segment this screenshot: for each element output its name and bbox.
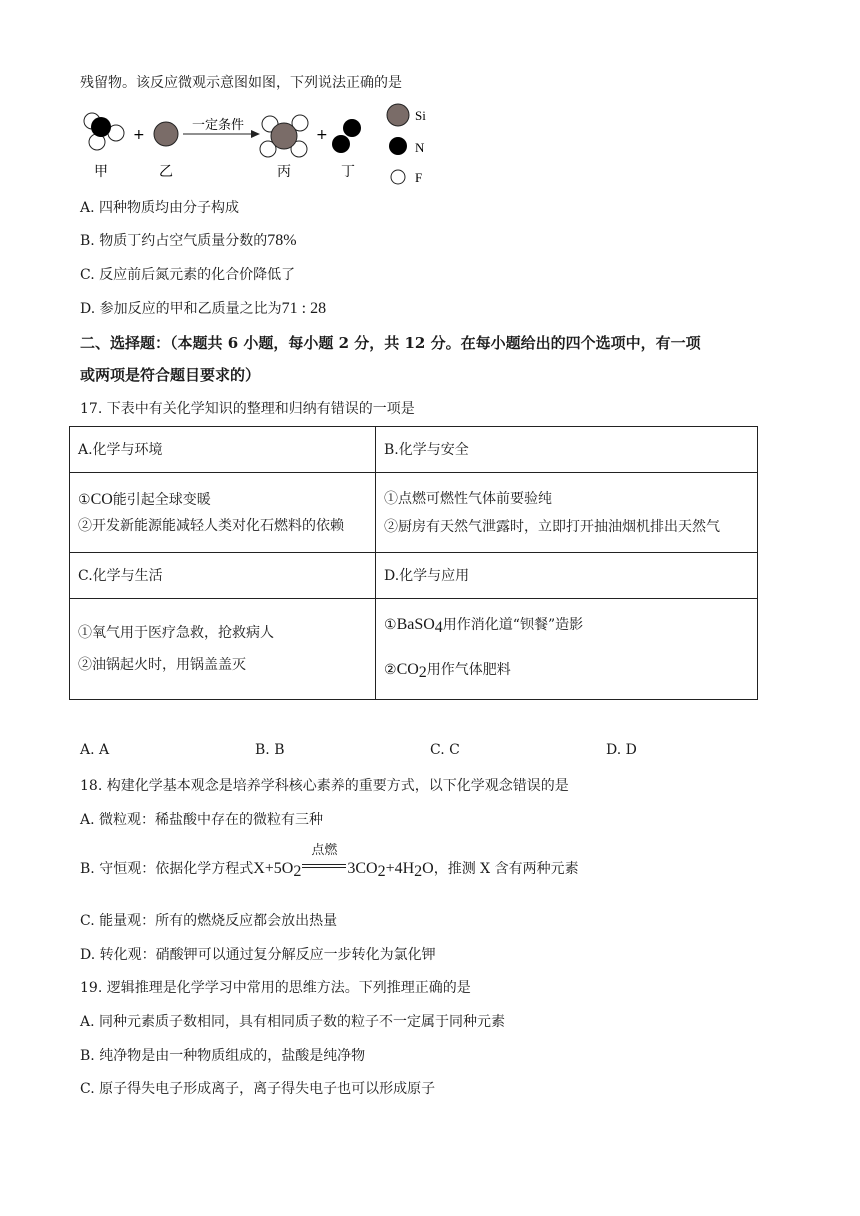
cell-d-item-1-prefix: ① [384,617,397,633]
q17-choice-b: B. B [255,742,285,758]
formula-co2-subscript: 2 [418,664,427,681]
cell-b-item-1: ①点燃可燃性气体前要验纯 [384,490,552,507]
equation-right-1-subscript: 2 [377,863,386,880]
legend-n-label: N [415,140,425,155]
knowledge-table [69,426,758,700]
label-jia: 甲 [94,164,108,180]
equation-condition: 点燃 [311,843,338,858]
legend-n-swatch [389,137,407,155]
legend-si-swatch [387,104,409,126]
plus-sign-2: + [316,127,328,143]
cell-d-item-2 [384,660,749,683]
cell-b-content [376,473,758,553]
cell-d-item-1-text: 用作消化道“钡餐”造影 [442,617,584,633]
q17-choice-d: D. D [606,742,637,758]
cell-c-item-1: ①氧气用于医疗急救，抢救病人 [78,625,274,641]
cell-a-title: A.化学与环境 [70,427,376,473]
cell-d-content [376,599,758,700]
q16-option-a: A. 四种物质均由分子构成 [80,200,240,216]
q16-option-d [80,299,326,319]
cell-c-title: C.化学与生活 [70,553,376,599]
q18-option-b [80,843,579,882]
cell-a-item-2: ②开发新能源能减轻人类对化石燃料的依赖 [78,517,344,534]
cell-c-content [70,599,376,700]
cell-a-content [70,473,376,553]
q16-option-b-value: 78% [267,232,297,249]
equation-left-subscript: 2 [293,863,302,880]
q19-option-a: A. 同种元素质子数相同，具有相同质子数的粒子不一定属于同种元素 [80,1014,506,1030]
label-ding: 丁 [341,164,355,180]
section-2-header-line-1: 二、选择题：（本题共 6 小题，每小题 2 分，共 12 分。在每小题给出的四个选项中，有一项 [80,334,701,352]
q16-option-d-text: D. 参加反应的甲和乙质量之比为 [80,301,282,317]
question-17-stem: 17. 下表中有关化学知识的整理和归纳有错误的一项是 [80,401,415,417]
q19-option-b: B. 纯净物是由一种物质组成的，盐酸是纯净物 [80,1048,366,1064]
cell-a-item-1-prefix: ① [78,491,91,508]
cell-d-item-1 [384,615,749,638]
molecule-bing [260,115,308,157]
cell-b-title: B.化学与安全 [376,427,758,473]
label-yi: 乙 [159,164,173,180]
q16-option-d-value: 71 : 28 [281,300,327,317]
equation-right-1: 3CO [347,860,378,877]
molecule-jia [84,113,124,150]
cell-c-item-2: ②油锅起火时，用锅盖盖灭 [78,657,246,673]
reaction-condition: 一定条件 [191,118,245,133]
equation-left: X+5O [253,860,294,877]
q18-option-b-suffix: ，推测 X 含有两种元素 [433,861,579,877]
cell-d-item-2-text: 用作气体肥料 [426,662,511,678]
question-18-stem: 18. 构建化学基本观念是培养学科核心素养的重要方式，以下化学观念错误的是 [80,778,569,794]
q16-option-c: C. 反应前后氮元素的化合价降低了 [80,267,296,283]
question-16-stem: 残留物。该反应微观示意图如图，下列说法正确的是 [80,75,402,91]
legend-f-swatch [391,170,405,184]
equation-right-2-subscript: 2 [414,863,423,880]
cell-a-item-1-text: 能引起全球变暖 [112,491,211,508]
equation-right-3: O [422,860,434,877]
legend-si-label: Si [415,108,426,123]
legend [387,104,426,185]
equation-condition-arrow [301,843,347,879]
equals-sign-icon [302,864,346,868]
q18-option-b-prefix: B. 守恒观：依据化学方程式 [80,861,254,877]
plus-sign-1: + [133,127,145,143]
molecule-ding [332,119,361,153]
q18-option-a: A. 微粒观：稀盐酸中存在的微粒有三种 [80,812,324,828]
q18-option-c: C. 能量观：所有的燃烧反应都会放出热量 [80,913,338,929]
q16-option-b-text: B. 物质丁约占空气质量分数的 [80,233,268,249]
formula-co: CO [90,490,113,508]
atom-si-yi [154,122,178,146]
arrow-head-icon [251,130,260,138]
cell-d-item-2-prefix: ② [384,662,397,678]
section-2-header-line-2: 或两项是符合题目要求的） [80,366,261,384]
q16-option-b [80,231,297,251]
formula-co2: CO [396,661,419,678]
question-19-stem: 19. 逻辑推理是化学学习中常用的思维方法。下列推理正确的是 [80,980,471,996]
q18-option-d: D. 转化观：硝酸钾可以通过复分解反应一步转化为氯化钾 [80,947,436,963]
label-bing: 丙 [277,164,291,180]
q17-choice-a: A. A [80,742,110,758]
legend-f-label: F [415,170,423,185]
reaction-diagram [70,98,450,188]
cell-d-title: D.化学与应用 [376,553,758,599]
q17-choice-c: C. C [430,742,460,758]
equation-right-2: +4H [385,860,415,877]
q19-option-c: C. 原子得失电子形成离子，离子得失电子也可以形成原子 [80,1081,436,1097]
formula-baso4: BaSO [396,616,435,633]
cell-b-item-2: ②厨房有天然气泄露时，立即打开抽油烟机排出天然气 [384,518,720,535]
cell-a-item-1 [78,490,367,510]
formula-baso4-subscript: 4 [434,619,443,636]
